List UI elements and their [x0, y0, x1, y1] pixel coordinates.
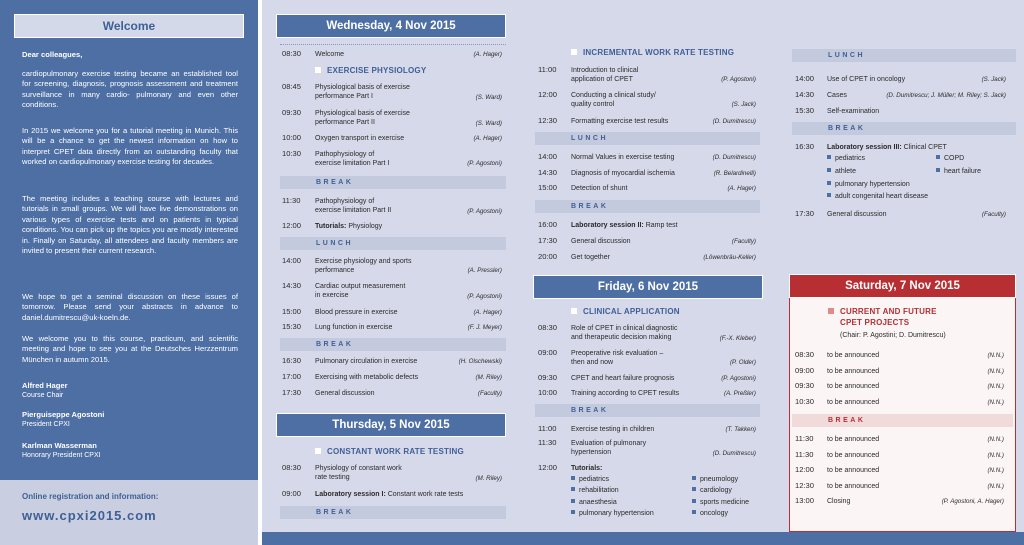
- lab-item: heart failure: [936, 168, 981, 175]
- session-title-rest: Clinical CPET: [901, 144, 947, 151]
- session-title: performance Part II: [315, 119, 375, 126]
- session-speaker: (N.N.): [987, 398, 1004, 406]
- session-title: Pulmonary circulation in exercise: [315, 358, 418, 365]
- square-icon: [571, 49, 577, 55]
- session-time: 08:30: [795, 350, 815, 359]
- chair-note: (Chair: P. Agostini; D. Dumitrescu): [840, 332, 946, 339]
- session-title: General discussion: [827, 211, 887, 218]
- session-time: 12:00: [282, 221, 302, 230]
- welcome-paragraph: In 2015 we welcome you for a tutorial meeting in Munich. This will be a chance to get the newest information on how to interpret CPET data directly from an outstanding faculty that worked on cardiopulmonary exercise testing for decades.: [22, 126, 238, 167]
- tutorial-item: oncology: [692, 510, 728, 517]
- session-time: 09:00: [795, 365, 815, 375]
- session-title: Formatting exercise test results: [571, 118, 669, 125]
- session-title: Blood pressure in exercise: [315, 309, 398, 316]
- session-time: 09:30: [282, 108, 302, 117]
- session-title: to be announced: [827, 482, 880, 490]
- square-icon: [315, 67, 321, 73]
- session-speaker: (Löwenbräu-Keller): [703, 254, 756, 261]
- welcome-paragraph: The meeting includes a teaching course with lectures and tutorials in small groups. We will have live demonstrations on various types of exercise tests and on patients in typical conditions. You can pick up the topics you are mostly interested in. Finally on Saturday, all attendees and faculty members are invited to present their current research.: [22, 194, 238, 256]
- website-link[interactable]: www.cpxi2015.com: [22, 508, 157, 523]
- tutorial-item: pediatrics: [571, 476, 609, 483]
- session-title: [827, 143, 947, 152]
- session-time: 12:30: [795, 480, 815, 490]
- session-title: Physiological basis of exercise: [315, 84, 410, 91]
- session-time: 11:30: [795, 434, 814, 443]
- session-time: 09:30: [538, 373, 558, 382]
- session-time: 11:00: [538, 65, 557, 74]
- session-title: Exercise testing in children: [571, 426, 655, 433]
- section-label: INCREMENTAL WORK RATE TESTING: [583, 48, 735, 57]
- square-icon: [828, 308, 834, 314]
- session-speaker: (A. Preßler): [724, 390, 756, 397]
- session-speaker: (P. Agostoni, A. Hager): [941, 498, 1004, 505]
- lunch-bar: LUNCH: [535, 132, 760, 145]
- session-time: 14:00: [538, 152, 558, 161]
- lab-item: pediatrics: [827, 155, 865, 162]
- session-title: rate testing: [315, 474, 350, 481]
- session-speaker: (P. Agostoni): [467, 160, 502, 167]
- session-time: 16:30: [282, 356, 302, 365]
- session-title: performance Part I: [315, 93, 373, 100]
- session-time: 20:00: [538, 252, 558, 261]
- session-speaker: (P. Agostoni): [721, 375, 756, 382]
- session-speaker: (P. Older): [729, 359, 756, 366]
- session-time: 16:30: [795, 142, 815, 151]
- wednesday-header: Wednesday, 4 Nov 2015: [276, 14, 506, 38]
- welcome-title: Welcome: [14, 14, 244, 38]
- session-time: 09:00: [282, 489, 302, 498]
- section-title: [315, 66, 426, 75]
- session-title-rest: Constant work rate tests: [385, 491, 464, 498]
- session-speaker: (N.N.): [987, 482, 1004, 490]
- session-title: Self-examination: [827, 108, 880, 115]
- session-time: 17:00: [282, 372, 302, 381]
- session-speaker: (N.N.): [987, 436, 1004, 443]
- session-title: quality control: [571, 101, 615, 108]
- session-speaker: (R. Belardinelli): [713, 170, 756, 177]
- welcome-paragraph: We hope to get a seminal discussion on these issues of tomorrow. Please send your abstracts in advance to daniel.dumitrescu@uk-koeln.de.: [22, 292, 238, 322]
- session-title: Tutorials:: [571, 465, 603, 472]
- session-speaker: (D. Dumitrescu; J. Müller; M. Riley; S. Jack): [886, 92, 1006, 99]
- session-title: to be announced: [827, 398, 880, 406]
- session-time: 14:30: [795, 90, 815, 99]
- break-bar: BREAK: [535, 404, 760, 417]
- registration-label: Online registration and information:: [22, 492, 159, 501]
- section-label: CONSTANT WORK RATE TESTING: [327, 447, 464, 456]
- session-title-bold: Laboratory session III:: [827, 144, 902, 151]
- session-time: 15:00: [282, 307, 302, 316]
- session-speaker: (N.N.): [987, 367, 1004, 375]
- break-bar: BREAK: [280, 176, 506, 189]
- session-title: Oxygen transport in exercise: [315, 135, 405, 142]
- session-speaker: (S. Ward): [475, 120, 502, 127]
- session-time: 10:30: [795, 396, 815, 406]
- session-speaker: (P. Agostoni): [721, 76, 756, 83]
- session-speaker: (N.N.): [987, 383, 1004, 390]
- session-speaker: (S. Jack): [981, 76, 1006, 83]
- session-speaker: (N.N.): [987, 467, 1004, 474]
- session-time: 12:00: [538, 90, 558, 99]
- session-title-bold: Laboratory session I:: [315, 491, 386, 498]
- session-title: [315, 490, 463, 499]
- session-speaker: (A. Hager): [473, 51, 502, 58]
- session-title: Use of CPET in oncology: [827, 76, 906, 83]
- saturday-header: Saturday, 7 Nov 2015: [789, 274, 1016, 298]
- session-title: to be announced: [827, 436, 880, 443]
- session-title: Exercising with metabolic defects: [315, 374, 419, 381]
- session-title: to be announced: [827, 467, 880, 474]
- greeting: Dear colleagues,: [22, 50, 83, 59]
- session-speaker: (N.N.): [987, 352, 1004, 359]
- session-speaker: (N.N.): [987, 451, 1004, 459]
- session-title: [571, 221, 678, 230]
- session-speaker: (A. Hager): [727, 185, 756, 192]
- session-title: Closing: [827, 498, 851, 505]
- session-title: Physiology of constant work: [315, 465, 402, 472]
- session-title: Conducting a clinical study/: [571, 92, 656, 99]
- signature-name: Karlman Wasserman: [22, 441, 97, 450]
- session-time: 14:30: [538, 168, 558, 177]
- session-time: 14:00: [282, 256, 302, 265]
- section-title: [571, 307, 680, 316]
- session-title: [315, 222, 382, 231]
- session-time: 13:00: [795, 496, 815, 505]
- session-title: then and now: [571, 359, 614, 366]
- session-speaker: (A. Hager): [473, 135, 502, 142]
- lunch-bar: LUNCH: [792, 49, 1016, 62]
- bottom-bar: [262, 532, 1024, 545]
- session-title: Physiological basis of exercise: [315, 110, 410, 117]
- session-title: Cases: [827, 92, 847, 99]
- tutorial-item: cardiology: [692, 487, 732, 494]
- session-time: 17:30: [795, 209, 815, 218]
- session-title: exercise limitation Part II: [315, 207, 392, 214]
- section-label: CURRENT AND FUTURE: [840, 307, 937, 316]
- session-speaker: (P. Agostoni): [467, 293, 502, 300]
- session-title: Training according to CPET results: [571, 390, 680, 397]
- signature-role: Course Chair: [22, 392, 64, 399]
- session-speaker: (A. Hager): [473, 309, 502, 316]
- session-title: Introduction to clinical: [571, 67, 639, 74]
- break-bar: BREAK: [280, 506, 506, 519]
- session-time: 11:30: [538, 438, 557, 447]
- session-title: in exercise: [315, 292, 349, 299]
- session-time: 15:30: [795, 106, 815, 115]
- session-title: Evaluation of pulmonary: [571, 440, 647, 447]
- session-time: 14:00: [795, 74, 815, 83]
- session-title: and therapeutic decision making: [571, 334, 672, 341]
- tutorial-item: sports medicine: [692, 499, 749, 506]
- session-time: 11:00: [538, 424, 557, 433]
- session-title-rest: Ramp test: [643, 222, 678, 229]
- session-title: performance: [315, 267, 355, 274]
- session-speaker: (D. Dumitrescu): [712, 450, 756, 457]
- session-title: Get together: [571, 254, 610, 261]
- session-speaker: (S. Ward): [475, 94, 502, 101]
- session-time: 17:30: [282, 388, 302, 397]
- session-time: 08:30: [282, 49, 302, 58]
- signature-name: Alfred Hager: [22, 381, 68, 390]
- session-speaker: (H. Olschewski): [458, 358, 502, 365]
- square-icon: [571, 308, 577, 314]
- session-speaker: (M. Riley): [475, 374, 502, 381]
- session-speaker: (P. Agostoni): [467, 208, 502, 215]
- session-time: 10:00: [538, 388, 558, 397]
- signature-role: President CPXI: [22, 421, 70, 428]
- session-title: to be announced: [827, 367, 880, 375]
- break-bar: BREAK: [792, 414, 1013, 427]
- tutorial-item: rehabilitation: [571, 487, 619, 494]
- session-time: 09:00: [538, 348, 558, 357]
- welcome-paragraph: We welcome you to this course, practicum, and scientific meeting and hope to see you at the Deutsches Herzzentrum München in autumn 2015.: [22, 334, 238, 364]
- tutorial-item: pulmonary hypertension: [571, 510, 654, 517]
- session-time: 09:30: [795, 381, 815, 390]
- session-time: 15:30: [282, 322, 302, 331]
- session-title-bold: Laboratory session II:: [571, 222, 644, 229]
- lunch-bar: LUNCH: [280, 237, 506, 250]
- session-title: Diagnosis of myocardial ischemia: [571, 170, 675, 177]
- lab-item: adult congenital heart disease: [827, 193, 928, 200]
- session-title: CPET and heart failure prognosis: [571, 375, 675, 382]
- square-icon: [315, 448, 321, 454]
- session-speaker: (F. J. Meyer): [467, 324, 502, 331]
- session-time: 10:00: [282, 133, 302, 142]
- welcome-paragraph: cardiopulmonary exercise testing became an established tool for screening, diagnosis, prognosis assessment and treatment surveillance in many cardio- pulmonary and even other conditions.: [22, 69, 238, 110]
- session-title: Cardiac output measurement: [315, 283, 406, 290]
- session-time: 11:30: [282, 196, 301, 205]
- session-title: General discussion: [571, 238, 631, 245]
- session-time: 17:30: [538, 236, 558, 245]
- session-title: Exercise physiology and sports: [315, 258, 412, 265]
- lab-item: pulmonary hypertension: [827, 181, 910, 188]
- tutorial-item: anaesthesia: [571, 499, 617, 506]
- session-time: 08:30: [282, 463, 302, 472]
- session-time: 10:30: [282, 149, 302, 158]
- session-speaker: (Faculty): [731, 238, 756, 245]
- section-title: [571, 48, 734, 57]
- section-title: [315, 447, 464, 456]
- session-time: 15:00: [538, 183, 558, 192]
- session-time: 12:00: [538, 463, 558, 472]
- signature-role: Honorary President CPXI: [22, 452, 101, 459]
- session-speaker: (D. Dumitrescu): [712, 118, 756, 125]
- session-title: Welcome: [315, 51, 345, 58]
- divider: [280, 44, 506, 45]
- session-time: 12:00: [795, 465, 815, 474]
- tutorial-item: pneumology: [692, 476, 738, 483]
- session-speaker: (A. Pressler): [467, 267, 502, 274]
- session-title: exercise limitation Part I: [315, 160, 390, 167]
- session-title: hypertension: [571, 449, 612, 456]
- session-title: to be announced: [827, 451, 880, 459]
- session-title: Detection of shunt: [571, 185, 628, 192]
- section-label: EXERCISE PHYSIOLOGY: [327, 66, 427, 75]
- session-title: application of CPET: [571, 76, 633, 83]
- session-speaker: (M. Riley): [475, 475, 502, 482]
- session-title: Preoperative risk evaluation –: [571, 350, 664, 357]
- session-title: Role of CPET in clinical diagnostic: [571, 325, 678, 332]
- session-time: 08:45: [282, 82, 302, 91]
- session-title: Pathophysiology of: [315, 151, 375, 158]
- session-title: Lung function in exercise: [315, 324, 393, 331]
- session-time: 08:30: [538, 323, 558, 332]
- session-time: 14:30: [282, 281, 302, 290]
- thursday-header: Thursday, 5 Nov 2015: [276, 413, 506, 437]
- section-title: CPET PROJECTS: [840, 318, 910, 327]
- session-speaker: (Faculty): [477, 390, 502, 397]
- signature-name: Pierguiseppe Agostoni: [22, 410, 105, 419]
- session-time: 12:30: [538, 116, 558, 125]
- session-title: to be announced: [827, 352, 880, 359]
- session-title-rest: Physiology: [346, 223, 383, 230]
- session-speaker: (T. Takken): [725, 426, 756, 433]
- section-title: [828, 307, 937, 316]
- session-speaker: (Faculty): [981, 211, 1006, 218]
- lab-item: athlete: [827, 168, 856, 175]
- section-label: CLINICAL APPLICATION: [583, 307, 680, 316]
- session-time: 11:30: [795, 449, 814, 459]
- session-title: Pathophysiology of: [315, 198, 375, 205]
- session-title: to be announced: [827, 383, 880, 390]
- break-bar: BREAK: [535, 200, 760, 213]
- break-bar: BREAK: [280, 338, 506, 351]
- session-time: 16:00: [538, 220, 558, 229]
- session-title: Normal Values in exercise testing: [571, 154, 675, 161]
- session-speaker: (S. Jack): [731, 101, 756, 108]
- lab-item: COPD: [936, 155, 964, 162]
- session-speaker: (F.-X. Kleber): [719, 335, 756, 342]
- session-title-bold: Tutorials:: [315, 223, 347, 230]
- friday-header: Friday, 6 Nov 2015: [533, 275, 763, 299]
- break-bar: BREAK: [792, 122, 1016, 135]
- session-title: General discussion: [315, 390, 375, 397]
- session-speaker: (D. Dumitrescu): [712, 154, 756, 161]
